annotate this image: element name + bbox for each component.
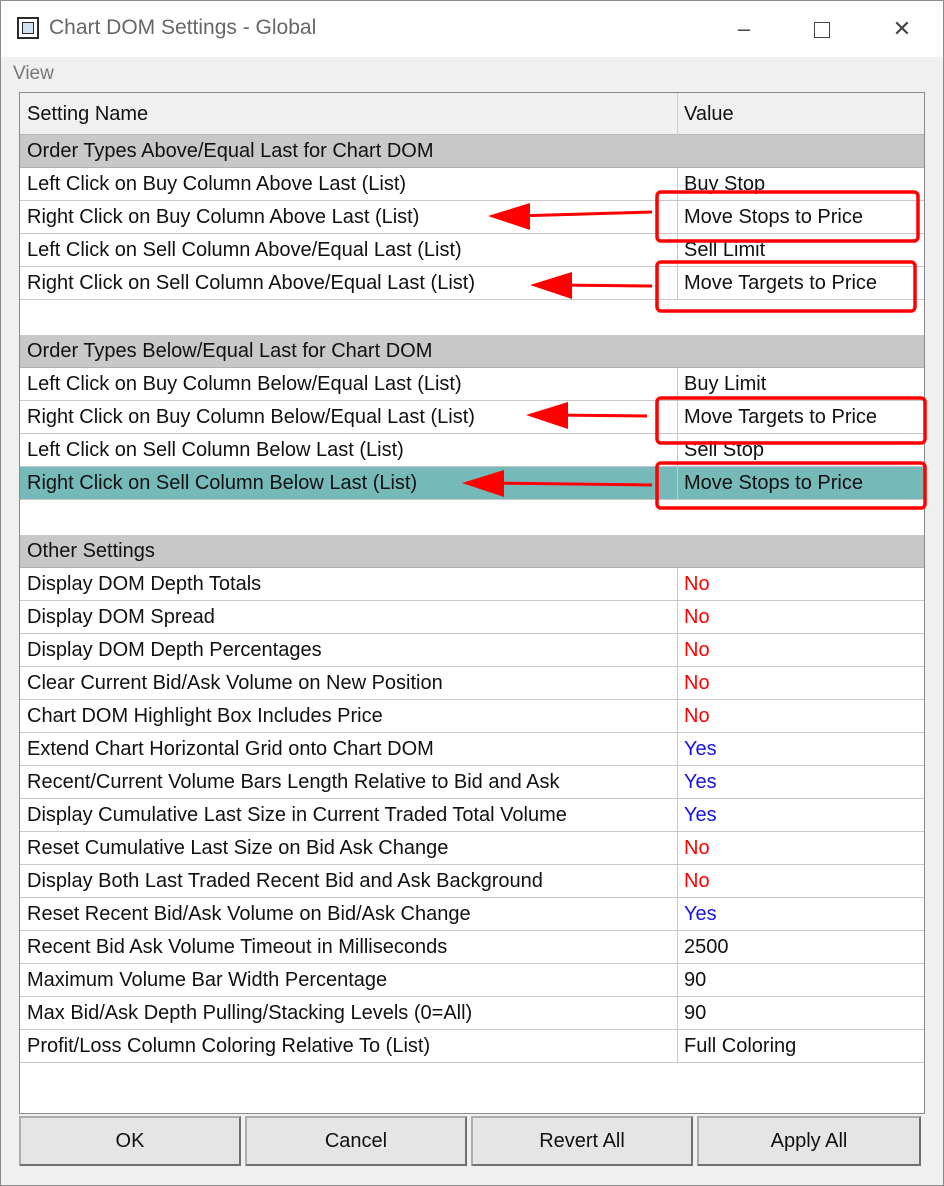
maximize-button[interactable] bbox=[799, 11, 845, 47]
minimize-button[interactable] bbox=[721, 11, 767, 47]
setting-value[interactable]: Move Targets to Price bbox=[684, 272, 878, 294]
cancel-button[interactable]: Cancel bbox=[245, 1116, 467, 1166]
setting-value[interactable]: Full Coloring bbox=[684, 1035, 797, 1057]
group-header bbox=[20, 535, 924, 568]
setting-name: Recent/Current Volume Bars Length Relative to Bid and Ask bbox=[27, 771, 560, 793]
table-row[interactable] bbox=[20, 733, 924, 766]
setting-name: Display DOM Depth Totals bbox=[27, 573, 262, 595]
setting-name: Reset Cumulative Last Size on Bid Ask Change bbox=[27, 837, 449, 859]
setting-value[interactable]: No bbox=[684, 837, 710, 859]
setting-name: Maximum Volume Bar Width Percentage bbox=[27, 969, 388, 991]
group-header bbox=[20, 135, 924, 168]
setting-value[interactable]: 2500 bbox=[684, 936, 729, 958]
table-row[interactable] bbox=[20, 168, 924, 201]
setting-value[interactable]: Move Targets to Price bbox=[684, 406, 878, 428]
setting-name: Display Both Last Traded Recent Bid and Ask Background bbox=[27, 870, 543, 892]
setting-value[interactable]: No bbox=[684, 672, 710, 694]
close-button[interactable] bbox=[879, 11, 925, 47]
setting-value[interactable]: No bbox=[684, 606, 710, 628]
spacer-row bbox=[20, 300, 924, 333]
setting-value[interactable]: Move Stops to Price bbox=[684, 472, 863, 494]
setting-value[interactable]: 90 bbox=[684, 1002, 707, 1024]
setting-value[interactable]: 90 bbox=[684, 969, 707, 991]
setting-name: Extend Chart Horizontal Grid onto Chart DOM bbox=[27, 738, 434, 760]
setting-name: Left Click on Buy Column Above Last (List) bbox=[27, 173, 407, 195]
table-row[interactable] bbox=[20, 368, 924, 401]
setting-name: Right Click on Sell Column Above/Equal Last (List) bbox=[27, 272, 475, 294]
table-row-selected[interactable] bbox=[20, 467, 924, 500]
setting-value[interactable]: Yes bbox=[684, 738, 717, 760]
setting-name: Left Click on Sell Column Above/Equal Last (List) bbox=[27, 239, 462, 261]
setting-value[interactable]: No bbox=[684, 639, 710, 661]
window-title: Chart DOM Settings - Global bbox=[49, 16, 317, 39]
revert-all-button[interactable]: Revert All bbox=[471, 1116, 693, 1166]
table-row[interactable] bbox=[20, 201, 924, 234]
table-row[interactable] bbox=[20, 401, 924, 434]
table-row[interactable] bbox=[20, 434, 924, 467]
setting-name: Clear Current Bid/Ask Volume on New Position bbox=[27, 672, 443, 694]
group-title: Order Types Below/Equal Last for Chart DOM bbox=[27, 340, 433, 362]
button-bar bbox=[19, 1116, 925, 1168]
table-row[interactable] bbox=[20, 865, 924, 898]
spacer-row bbox=[20, 500, 924, 533]
table-row[interactable] bbox=[20, 832, 924, 865]
table-row[interactable] bbox=[20, 234, 924, 267]
setting-value[interactable]: Buy Stop bbox=[684, 173, 766, 195]
apply-all-button[interactable]: Apply All bbox=[697, 1116, 921, 1166]
setting-value[interactable]: No bbox=[684, 573, 710, 595]
menu-view[interactable]: View bbox=[13, 63, 54, 84]
setting-value[interactable]: Sell Limit bbox=[684, 239, 766, 261]
close-icon: ✕ bbox=[892, 16, 912, 41]
column-header-setting-name[interactable]: Setting Name bbox=[27, 103, 149, 125]
table-row[interactable] bbox=[20, 1030, 924, 1063]
setting-name: Left Click on Buy Column Below/Equal Last (List) bbox=[27, 373, 462, 395]
table-row[interactable] bbox=[20, 634, 924, 667]
setting-name: Chart DOM Highlight Box Includes Price bbox=[27, 705, 383, 727]
setting-name: Display Cumulative Last Size in Current Traded Total Volume bbox=[27, 804, 567, 826]
maximize-icon bbox=[814, 22, 830, 38]
setting-name: Left Click on Sell Column Below Last (List) bbox=[27, 439, 404, 461]
setting-value[interactable]: Sell Stop bbox=[684, 439, 765, 461]
table-row[interactable] bbox=[20, 700, 924, 733]
group-title: Order Types Above/Equal Last for Chart DOM bbox=[27, 140, 434, 162]
setting-name: Max Bid/Ask Depth Pulling/Stacking Levels (0=All) bbox=[27, 1002, 473, 1024]
table-row[interactable] bbox=[20, 799, 924, 832]
table-row[interactable] bbox=[20, 898, 924, 931]
setting-value[interactable]: Yes bbox=[684, 903, 717, 925]
setting-value[interactable]: No bbox=[684, 870, 710, 892]
table-row[interactable] bbox=[20, 667, 924, 700]
setting-name: Profit/Loss Column Coloring Relative To (List) bbox=[27, 1035, 431, 1057]
setting-name: Right Click on Buy Column Below/Equal Last (List) bbox=[27, 406, 475, 428]
menu-bar bbox=[1, 57, 943, 89]
app-icon bbox=[17, 17, 39, 39]
setting-value[interactable]: Move Stops to Price bbox=[684, 206, 863, 228]
setting-name: Display DOM Depth Percentages bbox=[27, 639, 322, 661]
setting-value[interactable]: Yes bbox=[684, 804, 717, 826]
table-row[interactable] bbox=[20, 964, 924, 997]
group-title: Other Settings bbox=[27, 540, 155, 562]
settings-grid bbox=[19, 92, 925, 1114]
table-row[interactable] bbox=[20, 568, 924, 601]
setting-value[interactable]: No bbox=[684, 705, 710, 727]
setting-value[interactable]: Yes bbox=[684, 771, 717, 793]
setting-name: Recent Bid Ask Volume Timeout in Milliseconds bbox=[27, 936, 448, 958]
setting-name: Right Click on Sell Column Below Last (List) bbox=[27, 472, 418, 494]
setting-name: Display DOM Spread bbox=[27, 606, 215, 628]
table-row[interactable] bbox=[20, 997, 924, 1030]
group-header bbox=[20, 335, 924, 368]
table-row[interactable] bbox=[20, 766, 924, 799]
grid-header bbox=[20, 93, 924, 135]
column-header-value[interactable]: Value bbox=[684, 103, 734, 125]
title-bar[interactable] bbox=[1, 1, 943, 57]
minimize-icon: – bbox=[737, 16, 751, 41]
table-row[interactable] bbox=[20, 267, 924, 300]
setting-name: Reset Recent Bid/Ask Volume on Bid/Ask Change bbox=[27, 903, 471, 925]
ok-button[interactable]: OK bbox=[19, 1116, 241, 1166]
table-row[interactable] bbox=[20, 601, 924, 634]
table-row[interactable] bbox=[20, 931, 924, 964]
setting-name: Right Click on Buy Column Above Last (List) bbox=[27, 206, 420, 228]
setting-value[interactable]: Buy Limit bbox=[684, 373, 767, 395]
